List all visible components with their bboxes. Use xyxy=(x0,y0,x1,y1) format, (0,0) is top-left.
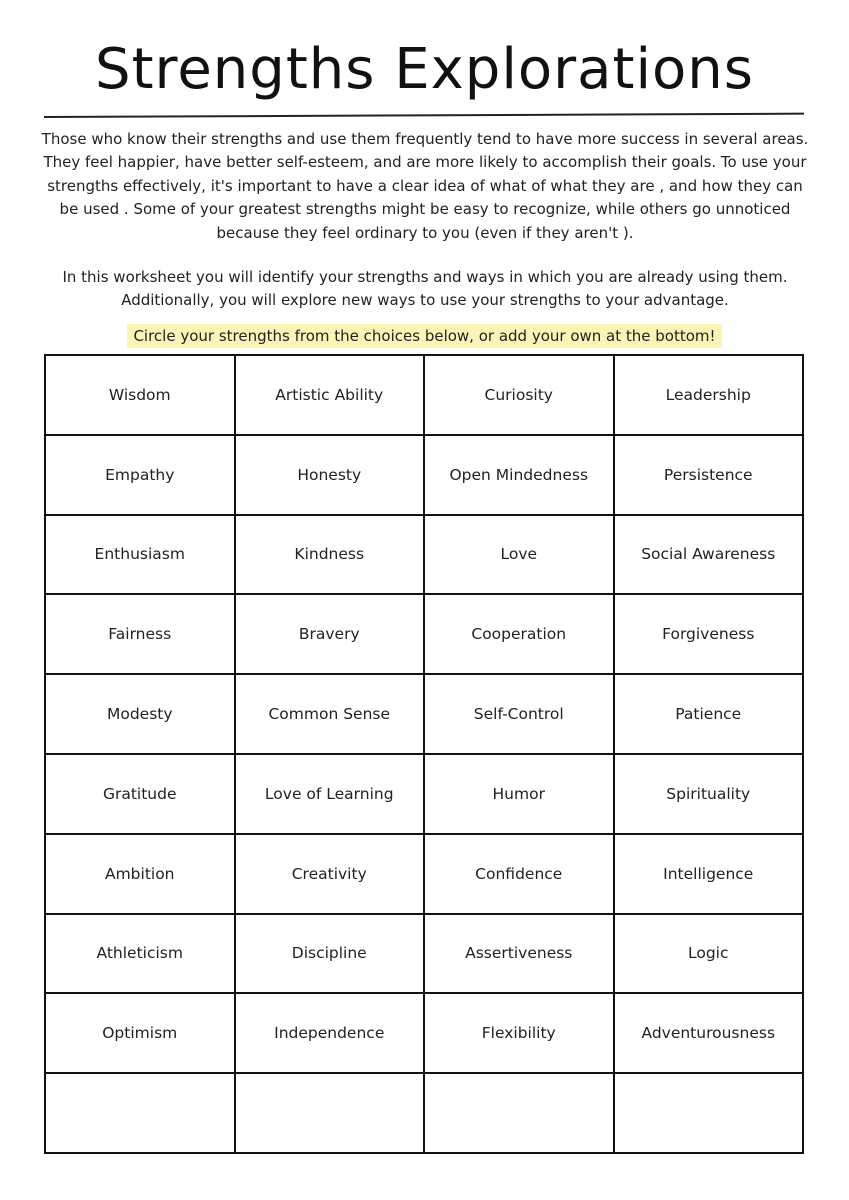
instruction-highlight: Circle your strengths from the choices below, or add your own at the bottom! xyxy=(127,324,721,348)
strength-cell[interactable]: Modesty xyxy=(45,674,235,754)
grid-row xyxy=(45,355,803,435)
strength-cell[interactable]: Curiosity xyxy=(424,355,614,435)
strength-cell[interactable]: Athleticism xyxy=(45,914,235,994)
strength-cell[interactable]: Social Awareness xyxy=(614,515,804,595)
strength-cell[interactable]: Creativity xyxy=(235,834,425,914)
grid-row xyxy=(45,674,803,754)
grid-row xyxy=(45,594,803,674)
page-title: Strengths Explorations xyxy=(95,37,754,102)
strength-cell[interactable]: Kindness xyxy=(235,515,425,595)
strength-cell[interactable]: Enthusiasm xyxy=(45,515,235,595)
strength-cell[interactable]: Empathy xyxy=(45,435,235,515)
strength-cell[interactable]: Confidence xyxy=(424,834,614,914)
strength-cell[interactable]: Spirituality xyxy=(614,754,804,834)
strength-cell[interactable]: Logic xyxy=(614,914,804,994)
strength-cell[interactable]: Love xyxy=(424,515,614,595)
strength-cell[interactable]: Gratitude xyxy=(45,754,235,834)
strength-cell[interactable]: Persistence xyxy=(614,435,804,515)
strength-cell[interactable]: Assertiveness xyxy=(424,914,614,994)
strength-cell[interactable]: Flexibility xyxy=(424,993,614,1073)
instruction-line xyxy=(0,324,849,348)
strength-cell[interactable]: Common Sense xyxy=(235,674,425,754)
strength-cell[interactable]: Optimism xyxy=(45,993,235,1073)
strength-cell[interactable]: Patience xyxy=(614,674,804,754)
blank-strength-cell[interactable] xyxy=(614,1073,804,1153)
strength-cell[interactable]: Open Mindedness xyxy=(424,435,614,515)
strength-cell[interactable]: Forgiveness xyxy=(614,594,804,674)
grid-row xyxy=(45,914,803,994)
strength-cell[interactable]: Ambition xyxy=(45,834,235,914)
grid-row xyxy=(45,834,803,914)
strength-cell[interactable]: Discipline xyxy=(235,914,425,994)
strength-cell[interactable]: Intelligence xyxy=(614,834,804,914)
strength-cell[interactable]: Independence xyxy=(235,993,425,1073)
strength-cell[interactable]: Love of Learning xyxy=(235,754,425,834)
strength-cell[interactable]: Cooperation xyxy=(424,594,614,674)
strength-cell[interactable]: Artistic Ability xyxy=(235,355,425,435)
strength-cell[interactable]: Wisdom xyxy=(45,355,235,435)
grid-row-blank xyxy=(45,1073,803,1153)
grid-row xyxy=(45,754,803,834)
strengths-grid xyxy=(44,354,804,1154)
strength-cell[interactable]: Humor xyxy=(424,754,614,834)
intro-paragraph: Those who know their strengths and use them frequently tend to have more success in several areas. They feel happier, have better self-esteem, and are more likely to accomplish their goals. To use your strengths effectively, it's important to have a clear idea of what of what they are , and how they can be used . Some of your greatest strengths might be easy to recognize, while others go unnoticed because they feel ordinary to you (even if they aren't ). xyxy=(41,130,809,242)
strength-cell[interactable]: Self-Control xyxy=(424,674,614,754)
strength-cell[interactable]: Leadership xyxy=(614,355,804,435)
grid-row xyxy=(45,435,803,515)
intro-paragraph-2: In this worksheet you will identify your strengths and ways in which you are already using them. Additionally, you will explore new ways to use your strengths to your advantage. xyxy=(62,268,788,310)
grid-row xyxy=(45,993,803,1073)
blank-strength-cell[interactable] xyxy=(235,1073,425,1153)
strength-cell[interactable]: Adventurousness xyxy=(614,993,804,1073)
grid-row xyxy=(45,515,803,595)
strength-cell[interactable]: Honesty xyxy=(235,435,425,515)
blank-strength-cell[interactable] xyxy=(45,1073,235,1153)
strength-cell[interactable]: Fairness xyxy=(45,594,235,674)
blank-strength-cell[interactable] xyxy=(424,1073,614,1153)
title-underline xyxy=(44,113,804,118)
strength-cell[interactable]: Bravery xyxy=(235,594,425,674)
